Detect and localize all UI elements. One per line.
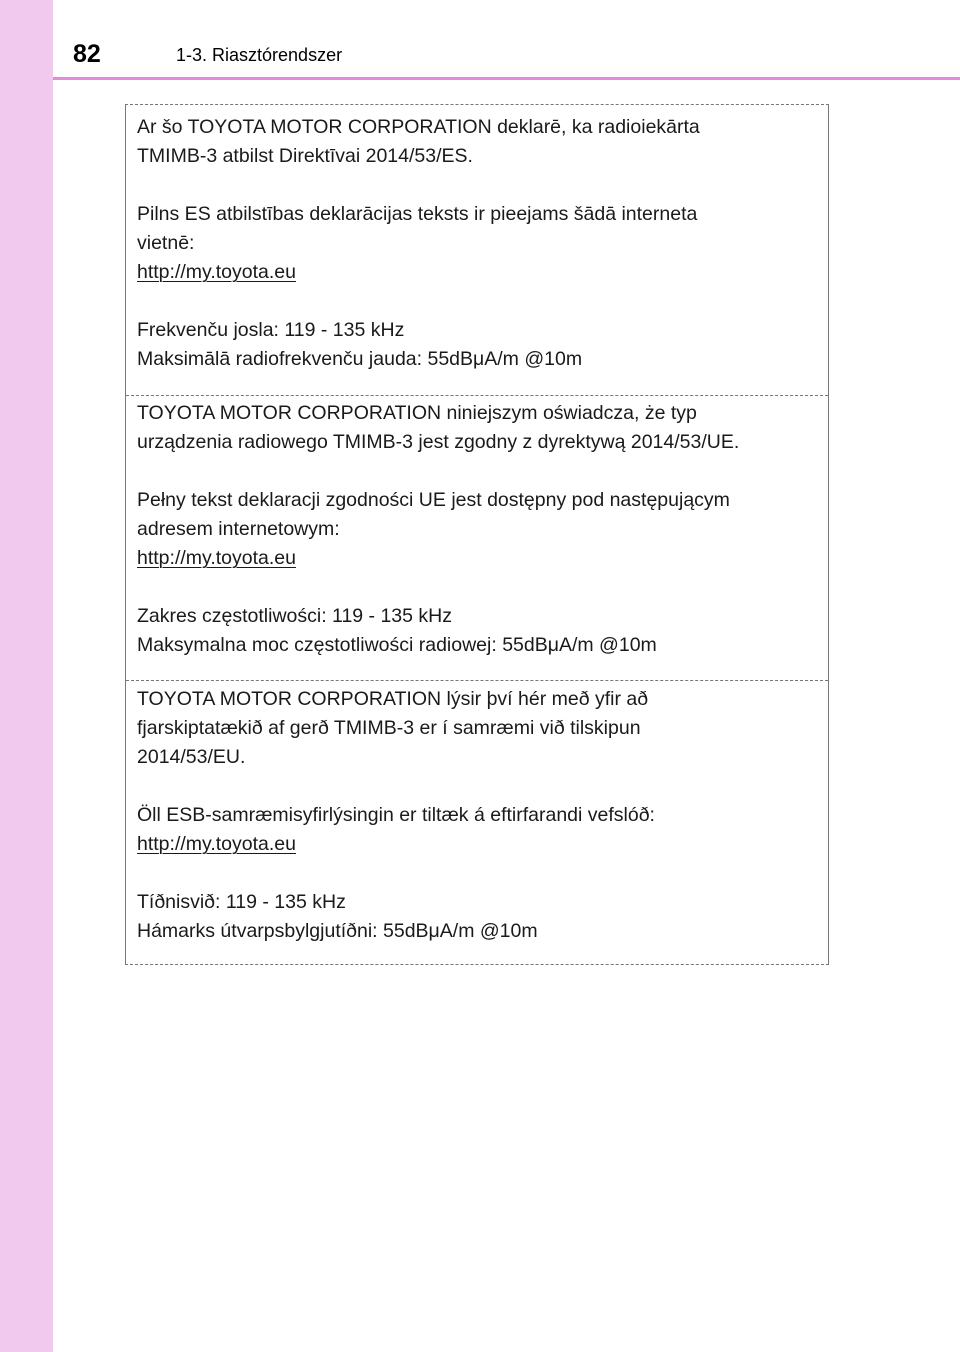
toyota-url-link[interactable]: http://my.toyota.eu bbox=[137, 833, 296, 855]
full-text-line: Öll ESB-samræmisyfirlýsingin er tiltæk á eftirfarandi vefslóð: bbox=[137, 804, 655, 826]
page-number: 82 bbox=[73, 40, 101, 68]
full-text-line: vietnē: bbox=[137, 232, 195, 254]
side-tab-strip bbox=[0, 0, 53, 1352]
declaration-line: TMIMB-3 atbilst Direktīvai 2014/53/ES. bbox=[137, 145, 473, 167]
declaration-box bbox=[125, 104, 829, 965]
max-power: Maksimālā radiofrekvenču jauda: 55dBμA/m @10m bbox=[137, 348, 583, 370]
max-power: Hámarks útvarpsbylgjutíðni: 55dBμA/m @10m bbox=[137, 920, 538, 942]
declaration-line: Ar šo TOYOTA MOTOR CORPORATION deklarē, ka radioiekārta bbox=[137, 116, 700, 138]
frequency-band: Frekvenču josla: 119 - 135 kHz bbox=[137, 319, 405, 341]
full-text-line: Pełny tekst deklaracji zgodności UE jest dostępny pod następującym bbox=[137, 489, 730, 511]
declaration-latvian bbox=[126, 105, 828, 395]
frequency-band: Tíðnisvið: 119 - 135 kHz bbox=[137, 891, 346, 913]
toyota-url-link[interactable]: http://my.toyota.eu bbox=[137, 547, 296, 569]
declaration-line: urządzenia radiowego TMIMB-3 jest zgodny z dyrektywą 2014/53/UE. bbox=[137, 431, 740, 453]
declaration-line: TOYOTA MOTOR CORPORATION niniejszym oświadcza, że typ bbox=[137, 402, 697, 424]
max-power: Maksymalna moc częstotliwości radiowej: 55dBμA/m @10m bbox=[137, 634, 657, 656]
declaration-line: 2014/53/EU. bbox=[137, 746, 246, 768]
declaration-line: TOYOTA MOTOR CORPORATION lýsir því hér með yfir að bbox=[137, 688, 649, 710]
declaration-polish bbox=[126, 395, 828, 680]
full-text-line: adresem internetowym: bbox=[137, 518, 340, 540]
section-title: 1-3. Riasztórendszer bbox=[176, 45, 343, 65]
declaration-line: fjarskiptatækið af gerð TMIMB-3 er í samræmi við tilskipun bbox=[137, 717, 641, 739]
declaration-icelandic bbox=[126, 680, 828, 964]
header-rule bbox=[53, 77, 960, 80]
frequency-band: Zakres częstotliwości: 119 - 135 kHz bbox=[137, 605, 452, 627]
full-text-line: Pilns ES atbilstības deklarācijas teksts ir pieejams šādā interneta bbox=[137, 203, 698, 225]
toyota-url-link[interactable]: http://my.toyota.eu bbox=[137, 261, 296, 283]
